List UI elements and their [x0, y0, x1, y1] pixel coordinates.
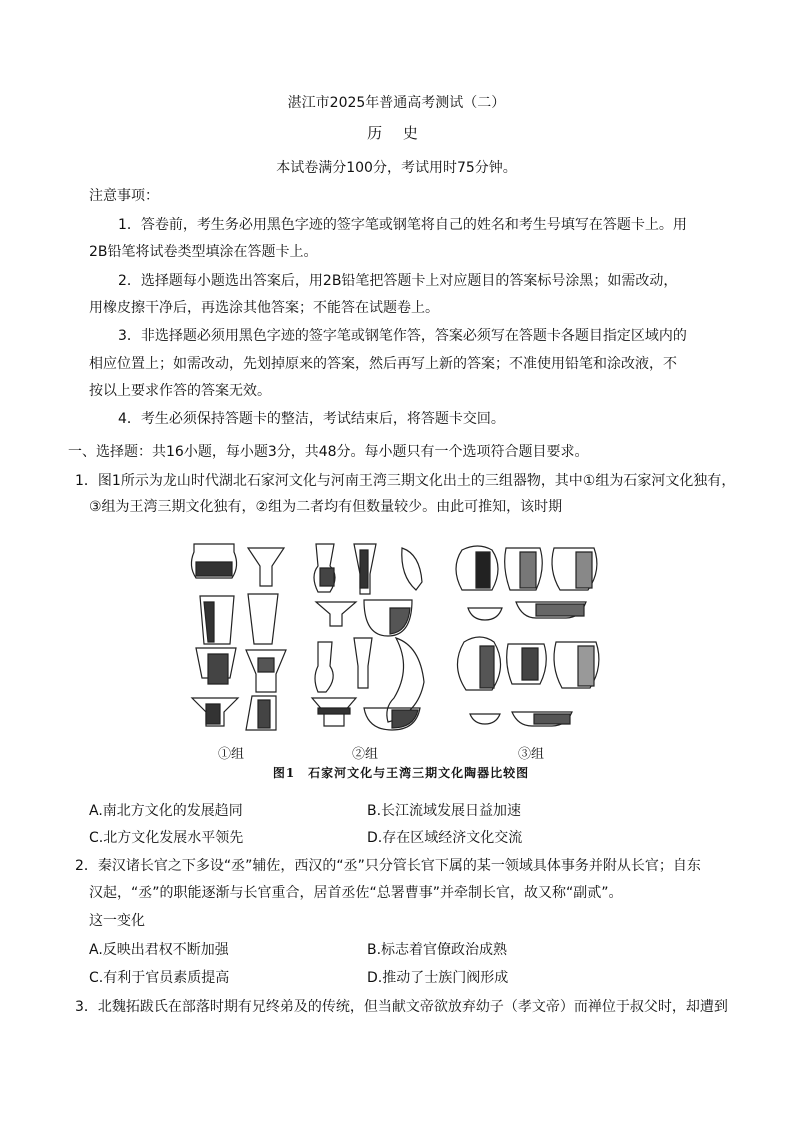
note-3-line-3: 按以上要求作答的答案无效。	[89, 383, 271, 399]
note-1-line-1: 1．答卷前，考生务必用黑色字迹的签字笔或钢笔将自己的姓名和考生号填写在答题卡上。用	[118, 217, 687, 233]
section-heading: 一、选择题：共16小题，每小题3分，共48分。每小题只有一个选项符合题目要求。	[68, 444, 589, 460]
note-1-line-2: 2B铅笔将试卷类型填涂在答题卡上。	[89, 244, 318, 260]
notes-heading: 注意事项：	[89, 188, 159, 204]
q1-option-c[interactable]: C.北方文化发展水平领先	[89, 830, 244, 846]
group-3-label: ③组	[518, 747, 545, 762]
subject-title: 历 史	[367, 124, 426, 142]
exam-info: 本试卷满分100分，考试用时75分钟。	[276, 160, 517, 176]
group-2-label: ②组	[352, 747, 379, 762]
pottery-comparison-figure	[186, 538, 616, 783]
group-1-label: ①组	[218, 747, 245, 762]
group-1-vessels	[191, 544, 286, 730]
q1-option-d[interactable]: D.存在区域经济文化交流	[367, 830, 523, 846]
figure-caption: 图1 石家河文化与王湾三期文化陶器比较图	[272, 766, 530, 780]
q2-option-b[interactable]: B.标志着官僚政治成熟	[367, 942, 508, 958]
q2-stem-line-3: 这一变化	[89, 913, 145, 929]
q1-option-a[interactable]: A.南北方文化的发展趋同	[89, 803, 243, 819]
q2-option-d[interactable]: D.推动了士族门阀形成	[367, 970, 509, 986]
q2-stem-line-1: 2．秦汉诸长官之下多设“丞”辅佐，西汉的“丞”只分管长官下属的某一领域具体事务并附从长官；自东	[75, 858, 701, 874]
q1-option-b[interactable]: B.长江流域发展日益加速	[367, 803, 522, 819]
pottery-illustration	[186, 538, 616, 783]
exam-title: 湛江市2025年普通高考测试（二）	[287, 95, 506, 111]
q2-option-c[interactable]: C.有利于官员素质提高	[89, 970, 230, 986]
q1-stem-line-1: 1．图1所示为龙山时代湖北石家河文化与河南王湾三期文化出土的三组器物，其中①组为石家河文化独有，	[75, 473, 736, 489]
q3-stem-line-1: 3．北魏拓跋氏在部落时期有兄终弟及的传统，但当献文帝欲放弃幼子（孝文帝）而禅位于叔父时，却遭到	[75, 999, 728, 1015]
note-2-line-1: 2．选择题每小题选出答案后，用2B铅笔把答题卡上对应题目的答案标号涂黑；如需改动，	[118, 273, 678, 289]
note-4-line-1: 4．考生必须保持答题卡的整洁，考试结束后，将答题卡交回。	[118, 411, 505, 427]
note-2-line-2: 用橡皮擦干净后，再选涂其他答案；不能答在试题卷上。	[89, 300, 439, 316]
q2-option-a[interactable]: A.反映出君权不断加强	[89, 942, 229, 958]
note-3-line-2: 相应位置上；如需改动，先划掉原来的答案，然后再写上新的答案；不准使用铅笔和涂改液，不	[89, 356, 677, 372]
q1-stem-line-2: ③组为王湾三期文化独有，②组为二者均有但数量较少。由此可推知，该时期	[89, 499, 563, 515]
group-2-vessels	[312, 544, 424, 730]
q2-stem-line-2: 汉起，“丞”的职能逐渐与长官重合，居首丞佐“总署曹事”并牵制长官，故又称“副贰”。	[89, 885, 623, 901]
note-3-line-1: 3．非选择题必须用黑色字迹的签字笔或钢笔作答，答案必须写在答题卡各题目指定区域内的	[118, 328, 687, 344]
group-3-vessels	[456, 546, 599, 726]
